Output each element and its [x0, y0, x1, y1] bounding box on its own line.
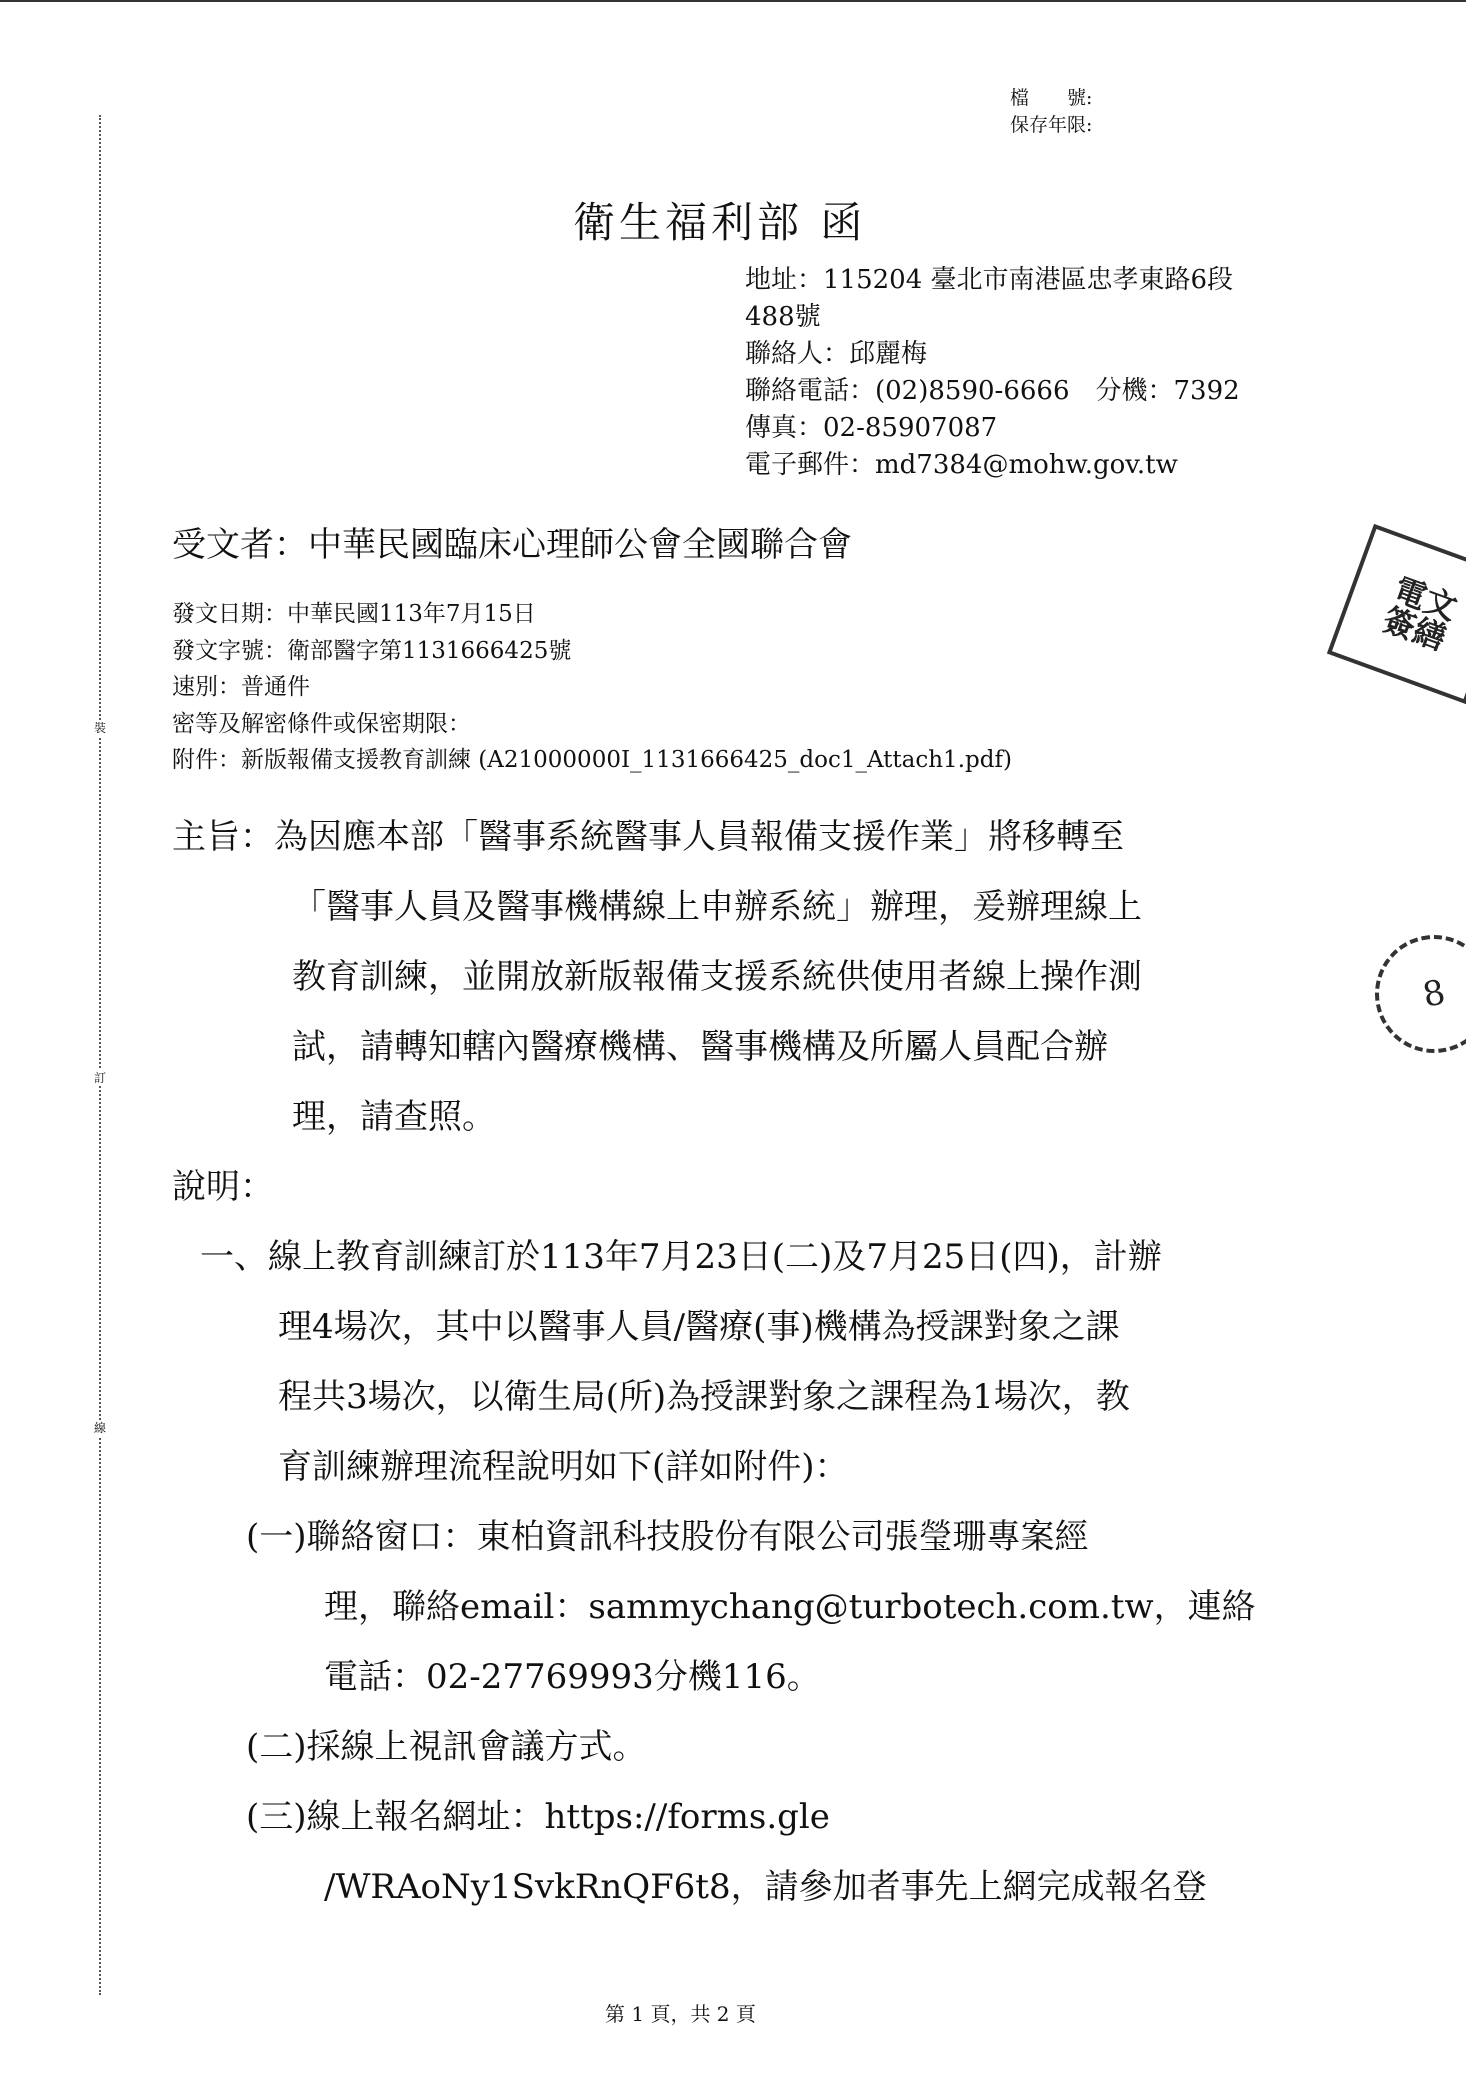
explanation-block — [172, 1152, 1256, 1922]
document-info-block — [172, 596, 1012, 779]
sender-contact: 聯絡人：邱麗梅 — [745, 339, 928, 369]
sender-block — [745, 262, 1240, 484]
subject-line: 「醫事人員及醫事機構線上申辦系統」辦理，爰辦理線上 — [292, 887, 1142, 927]
retention-label: 保存年限: — [1010, 114, 1093, 136]
binding-mark-zhuang: 裝 — [90, 720, 110, 736]
explanation-subitem-line: (一)聯絡窗口：東柏資訊科技股份有限公司張瑩珊專案經 — [246, 1517, 1089, 1557]
recipient: 受文者：中華民國臨床心理師公會全國聯合會 — [172, 525, 852, 565]
file-number-label: 檔 號: — [1010, 87, 1093, 109]
subject-line: 主旨：為因應本部「醫事系統醫事人員報備支援作業」將移轉至 — [172, 817, 1124, 857]
delivery-speed: 速別：普通件 — [172, 674, 310, 700]
stamp-number: 8 — [1419, 972, 1449, 1016]
explanation-item-line: 理4場次，其中以醫事人員/醫療(事)機構為授課對象之課 — [278, 1307, 1120, 1347]
explanation-subitem-line: 電話：02-27769993分機116。 — [324, 1657, 821, 1697]
page-count-stamp — [1364, 924, 1466, 1064]
secrecy-level: 密等及解密條件或保密期限： — [172, 710, 471, 737]
sender-fax: 傳真：02-85907087 — [745, 413, 998, 443]
explanation-heading: 說明： — [172, 1167, 274, 1207]
subject-block — [172, 802, 1142, 1152]
subject-line: 試，請轉知轄內醫療機構、醫事機構及所屬人員配合辦 — [292, 1027, 1108, 1067]
explanation-subitem-line: /WRAoNy1SvkRnQF6t8，請參加者事先上網完成報名登 — [324, 1867, 1207, 1907]
explanation-subitem-line: (三)線上報名網址：https://forms.gle — [246, 1797, 830, 1837]
explanation-item-line: 程共3場次，以衛生局(所)為授課對象之課程為1場次，教 — [278, 1377, 1130, 1417]
sender-phone: 聯絡電話：(02)8590-6666 分機：7392 — [745, 376, 1240, 406]
explanation-subitem-line: (二)採線上視訊會議方式。 — [246, 1727, 647, 1767]
binding-mark-xian: 線 — [90, 1420, 110, 1436]
explanation-item-line: 一、線上教育訓練訂於113年7月23日(二)及7月25日(四)，計辦 — [200, 1237, 1162, 1277]
explanation-item-line: 育訓練辦理流程說明如下(詳如附件)： — [278, 1447, 849, 1487]
stamp-text: 電文簽繕 — [1377, 570, 1463, 658]
explanation-subitem-line: 理，聯絡email：sammychang@turbotech.com.tw，連絡 — [324, 1587, 1256, 1627]
binding-margin — [94, 115, 106, 1995]
binding-dotted-line — [99, 115, 101, 1995]
subject-line: 理，請查照。 — [292, 1097, 496, 1137]
subject-line: 教育訓練，並開放新版報備支援系統供使用者線上操作測 — [292, 957, 1142, 997]
attachment-link[interactable]: 附件：新版報備支援教育訓練 (A21000000I_1131666425_doc1_Attach1.pdf) — [172, 747, 1012, 773]
sender-email: 電子郵件：md7384@mohw.gov.tw — [745, 450, 1178, 480]
sender-address-line2: 488號 — [745, 302, 821, 332]
page-top-border — [0, 0, 1466, 2]
issue-number: 發文字號：衛部醫字第1131666425號 — [172, 637, 572, 664]
page-footer: 第 1 頁，共 2 頁 — [605, 2002, 756, 2026]
issue-date: 發文日期：中華民國113年7月15日 — [172, 601, 536, 627]
electronic-doc-stamp — [1327, 524, 1466, 704]
document-title: 衛生福利部 函 — [573, 198, 867, 247]
sender-address-line1: 地址：115204 臺北市南港區忠孝東路6段 — [745, 265, 1234, 295]
binding-mark-ding: 訂 — [90, 1070, 110, 1086]
